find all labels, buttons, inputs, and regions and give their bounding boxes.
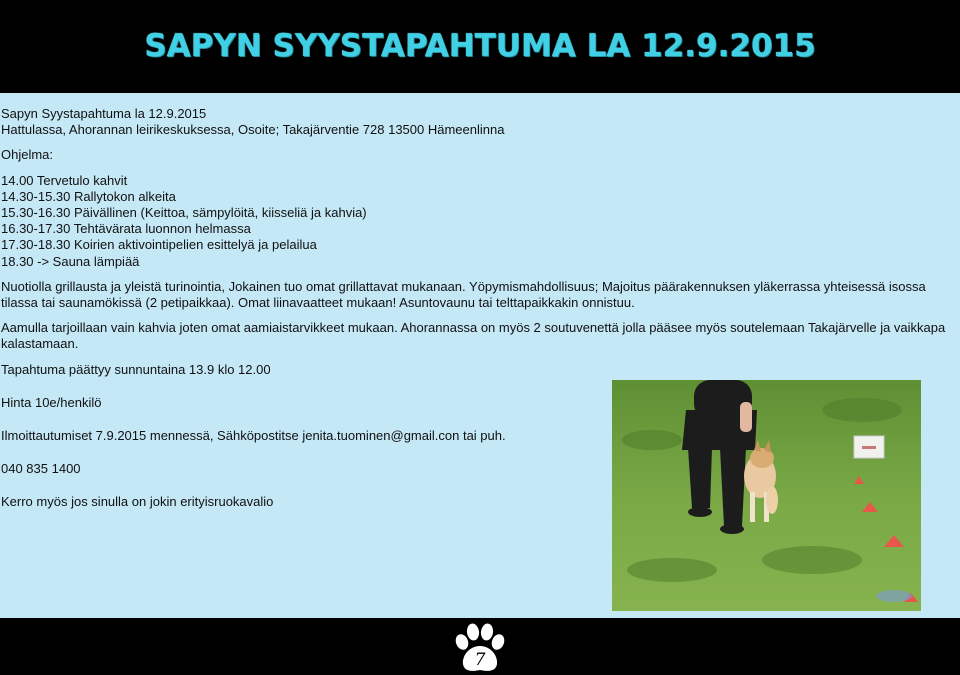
end-info: Tapahtuma päättyy sunnuntaina 13.9 klo 12.00 (1, 361, 271, 377)
morning-info: Aamulla tarjoillaan vain kahvia joten omat aamiaistarvikkeet mukaan. Ahorannassa on myös 2 soutuvenettä jolla pääsee myös soutelemaan Takajärvelle ja vaikkapa kalastamaan. (1, 320, 946, 352)
event-location: Hattulassa, Ahorannan leirikeskuksessa, Osoite; Takajärventie 728 13500 Hämeenlinna (1, 122, 505, 138)
diet-note: Kerro myös jos sinulla on jokin erityisruokavalio (1, 494, 274, 510)
header-bar (0, 0, 960, 93)
phone-number: 040 835 1400 (1, 461, 81, 477)
night-info: Nuotiolla grillausta ja yleistä turinointia, Jokainen tuo omat grillattavat mukanaan. Yöpymismahdollisuus; Majoitus päärakennuksen yläkerrassa yhteisessä isossa tilassa tai saunamökissä (2 petipaikkaa). Omat liinavaatteet mukaan! Asuntovaunu tai telttapaikkakin onnistuu. (1, 278, 926, 311)
registration-info: Ilmoittautumiset 7.9.2015 mennessä, Sähköpostitse jenita.tuominen@gmail.con tai puh. (1, 428, 506, 444)
price-info: Hinta 10e/henkilö (1, 394, 102, 410)
schedule-item: 14.00 Tervetulo kahvit (1, 172, 128, 188)
schedule-item: 16.30-17.30 Tehtävärata luonnon helmassa (1, 221, 251, 237)
schedule-item: 18.30 -> Sauna lämpiää (1, 253, 140, 269)
dog-training-photo (612, 380, 921, 611)
program-label: Ohjelma: (1, 147, 54, 163)
schedule-item: 14.30-15.30 Rallytokon alkeita (1, 188, 176, 204)
schedule-item: 15.30-16.30 Päivällinen (Keittoa, sämpylöitä, kiisseliä ja kahvia) (1, 205, 367, 221)
event-title: Sapyn Syystapahtuma la 12.9.2015 (1, 106, 207, 121)
schedule-item: 17.30-18.30 Koirien aktivointipelien esittelyä ja pelailua (1, 237, 317, 253)
page-number: 7 (474, 650, 486, 670)
page-title: SAPYN SYYSTAPAHTUMA LA 12.9.2015 (144, 28, 816, 64)
schedule-list (1, 173, 951, 270)
